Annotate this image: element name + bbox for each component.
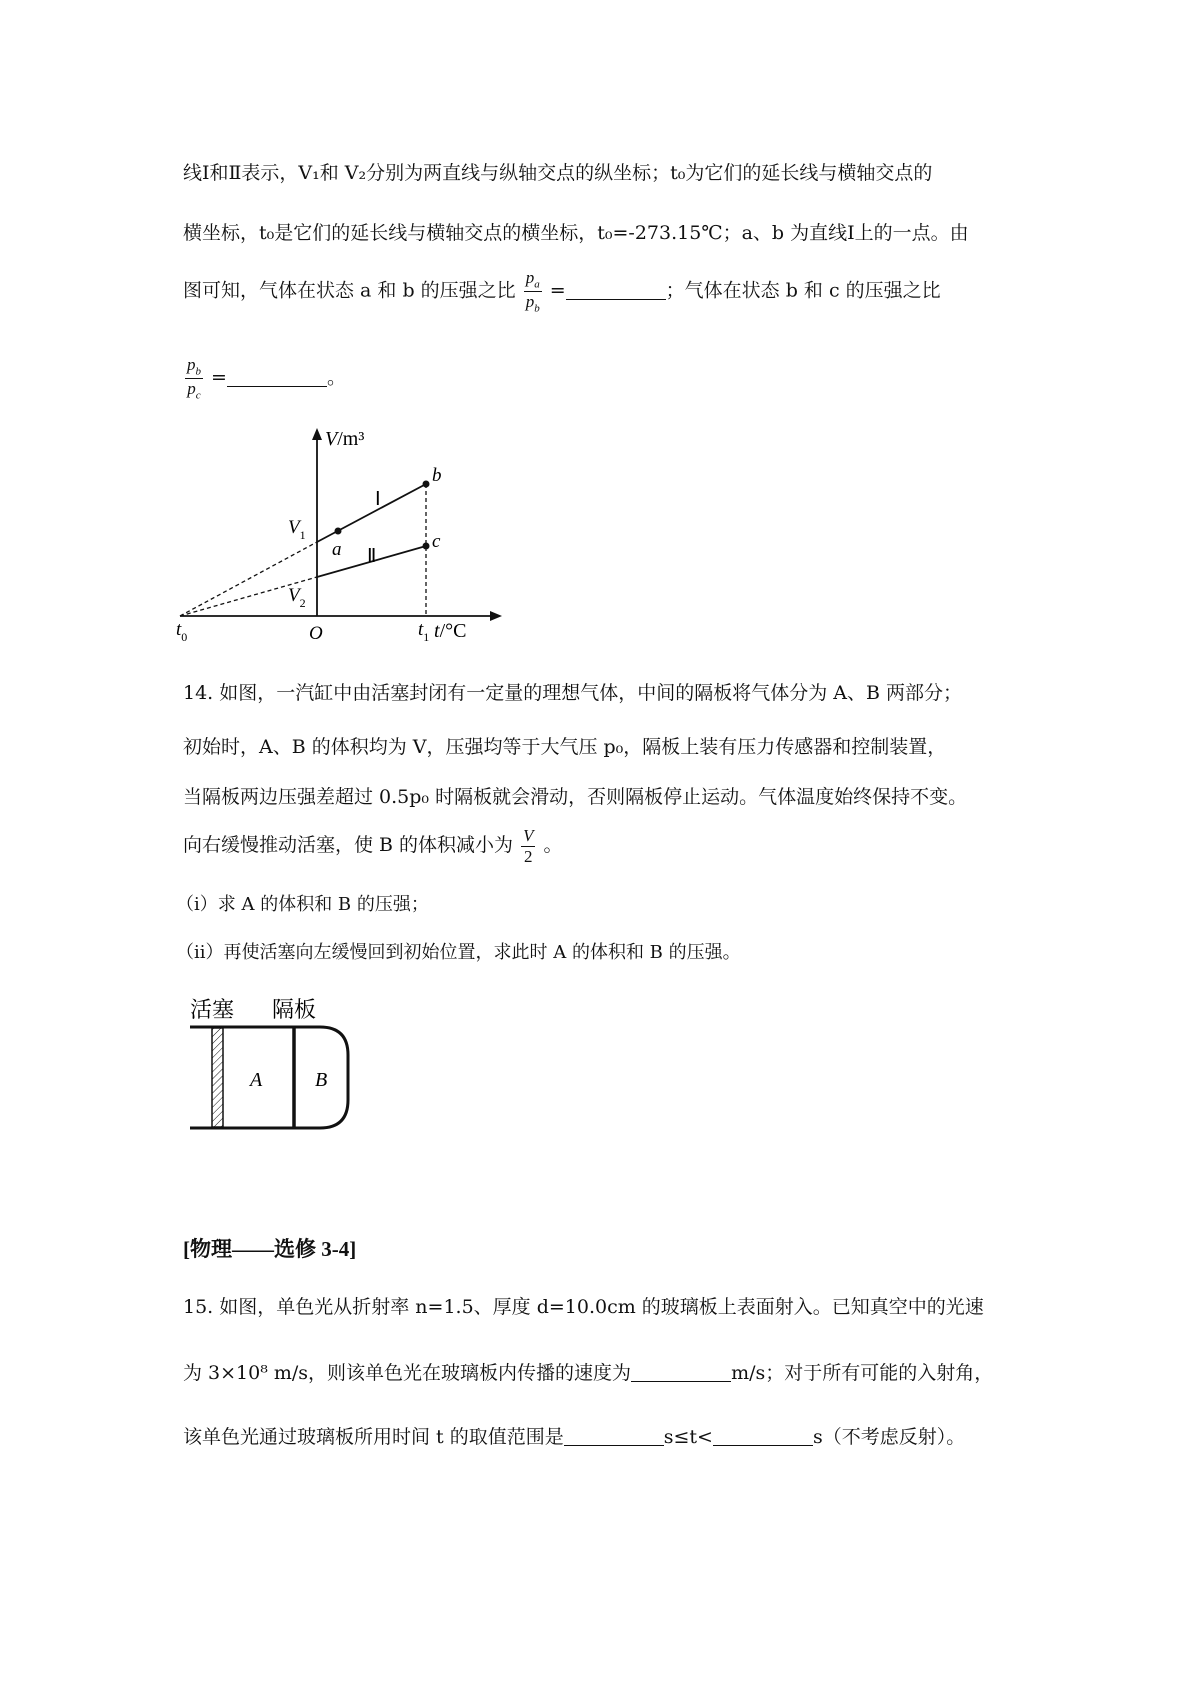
volume-temperature-graph — [170, 425, 530, 655]
x-axis-label: t — [434, 620, 440, 642]
q13-line-1: 线Ⅰ和Ⅱ表示，V₁和 V₂分别为两直线与纵轴交点的纵坐标；t₀为它们的延长线与横轴交点的 — [183, 162, 933, 184]
q13-line-4-suffix: 。 — [326, 366, 346, 389]
q14-line-4-suffix: 。 — [543, 834, 563, 857]
frac2-den: p — [187, 379, 196, 399]
t1-sub: 1 — [423, 630, 430, 644]
svg-text:t/°C — [434, 620, 466, 642]
piston-label: 活塞 — [190, 997, 235, 1022]
pressure-ratio-bc — [185, 355, 203, 402]
line-II-label: Ⅱ — [367, 546, 377, 567]
q13-line-3-suffix: ；气体在状态 b 和 c 的压强之比 — [665, 279, 941, 302]
t1-label: t — [418, 619, 424, 640]
point-c — [423, 543, 430, 550]
equals-sign-2: = — [211, 366, 227, 389]
V1-sub: 1 — [299, 528, 306, 542]
q13-line-2: 横坐标，t₀是它们的延长线与横轴交点的横坐标，t₀=-273.15℃；a、b 为直线Ⅰ上的一点。由 — [183, 222, 969, 244]
y-axis-unit: /m³ — [337, 428, 365, 450]
frac-den-2: 2 — [524, 846, 533, 866]
point-a — [335, 528, 342, 535]
cylinder-diagram — [190, 995, 390, 1145]
equals-sign: = — [549, 279, 566, 302]
q14-sub-2: （ii）再使活塞向左缓慢回到初始位置，求此时 A 的体积和 B 的压强。 — [176, 942, 741, 963]
answer-blank-1[interactable] — [566, 281, 666, 300]
q14-line-4-prefix: 向右缓慢推动活塞，使 B 的体积减小为 — [183, 834, 514, 857]
chamber-a-label: A — [250, 1069, 263, 1091]
q15-line-2 — [183, 1358, 993, 1385]
frac1-den: p — [525, 292, 535, 312]
q15-line-3-prefix: 该单色光通过玻璃板所用时间 t 的取值范围是 — [183, 1426, 564, 1448]
q15-line-2-suffix: m/s；对于所有可能的入射角， — [731, 1362, 994, 1384]
frac1-num: p — [525, 268, 535, 287]
line-I — [317, 484, 426, 542]
point-b-label: b — [432, 465, 442, 486]
answer-blank-2[interactable] — [227, 368, 327, 387]
answer-blank-4[interactable] — [564, 1427, 664, 1446]
V2-sub: 2 — [299, 596, 306, 610]
q14-line-1: 14. 如图，一汽缸中由活塞封闭有一定量的理想气体，中间的隔板将气体分为 A、B 两部分； — [183, 682, 963, 704]
q14-line-4 — [183, 826, 563, 866]
t0-sub: 0 — [181, 630, 188, 644]
frac2-den-sub: c — [195, 389, 201, 402]
divider-label: 隔板 — [272, 997, 317, 1022]
frac1-den-sub: b — [534, 302, 540, 315]
volume-half-fraction — [521, 826, 535, 866]
q13-line-3-prefix: 图可知，气体在状态 a 和 b 的压强之比 — [183, 279, 516, 302]
svg-text:V/m³ — [325, 428, 364, 450]
piston — [212, 1028, 223, 1127]
x-axis-unit: /°C — [439, 620, 467, 642]
y-axis-label: V — [325, 428, 338, 450]
point-a-label: a — [332, 539, 342, 560]
q14-line-2: 初始时，A、B 的体积均为 V，压强均等于大气压 p₀，隔板上装有压力传感器和控制装置， — [183, 736, 947, 758]
q15-line-3 — [183, 1422, 965, 1449]
frac2-num: p — [187, 355, 196, 374]
q15-line-3-mid: s≤t< — [663, 1426, 713, 1448]
frac2-num-sub: b — [195, 365, 201, 378]
frac1-num-sub: a — [534, 278, 540, 291]
line-I-label: Ⅰ — [375, 489, 381, 510]
t0-label: t — [176, 619, 182, 640]
pressure-ratio-ab — [524, 268, 542, 315]
x-axis-arrow — [490, 611, 502, 621]
V2-label: V — [288, 585, 300, 606]
q15-line-1: 15. 如图，单色光从折射率 n=1.5、厚度 d=10.0cm 的玻璃板上表面射入。已知真空中的光速 — [183, 1296, 984, 1318]
svg-text:V1 — [288, 517, 306, 542]
chamber-b-label: B — [315, 1069, 328, 1091]
point-c-label: c — [432, 531, 441, 552]
q15-line-3-suffix: s（不考虑反射）。 — [812, 1426, 966, 1448]
q13-line-4 — [183, 355, 346, 402]
answer-blank-5[interactable] — [713, 1427, 813, 1446]
q15-line-2-prefix: 为 3×10⁸ m/s，则该单色光在玻璃板内传播的速度为 — [183, 1362, 632, 1384]
point-b — [423, 481, 430, 488]
q14-sub-1: （i）求 A 的体积和 B 的压强； — [176, 894, 429, 915]
y-axis-arrow — [312, 428, 322, 440]
svg-text:V2 — [288, 585, 306, 610]
svg-text:t1 — [418, 619, 429, 644]
q13-line-3 — [183, 268, 941, 315]
origin-label: O — [309, 623, 323, 644]
answer-blank-3[interactable] — [631, 1363, 731, 1382]
q14-line-3: 当隔板两边压强差超过 0.5p₀ 时隔板就会滑动，否则隔板停止运动。气体温度始终保持不变。 — [183, 786, 968, 808]
V1-label: V — [288, 517, 300, 538]
svg-text:t0 — [176, 619, 187, 644]
section-title: [物理——选修 3-4] — [183, 1237, 357, 1261]
frac-num-V: V — [523, 826, 534, 845]
